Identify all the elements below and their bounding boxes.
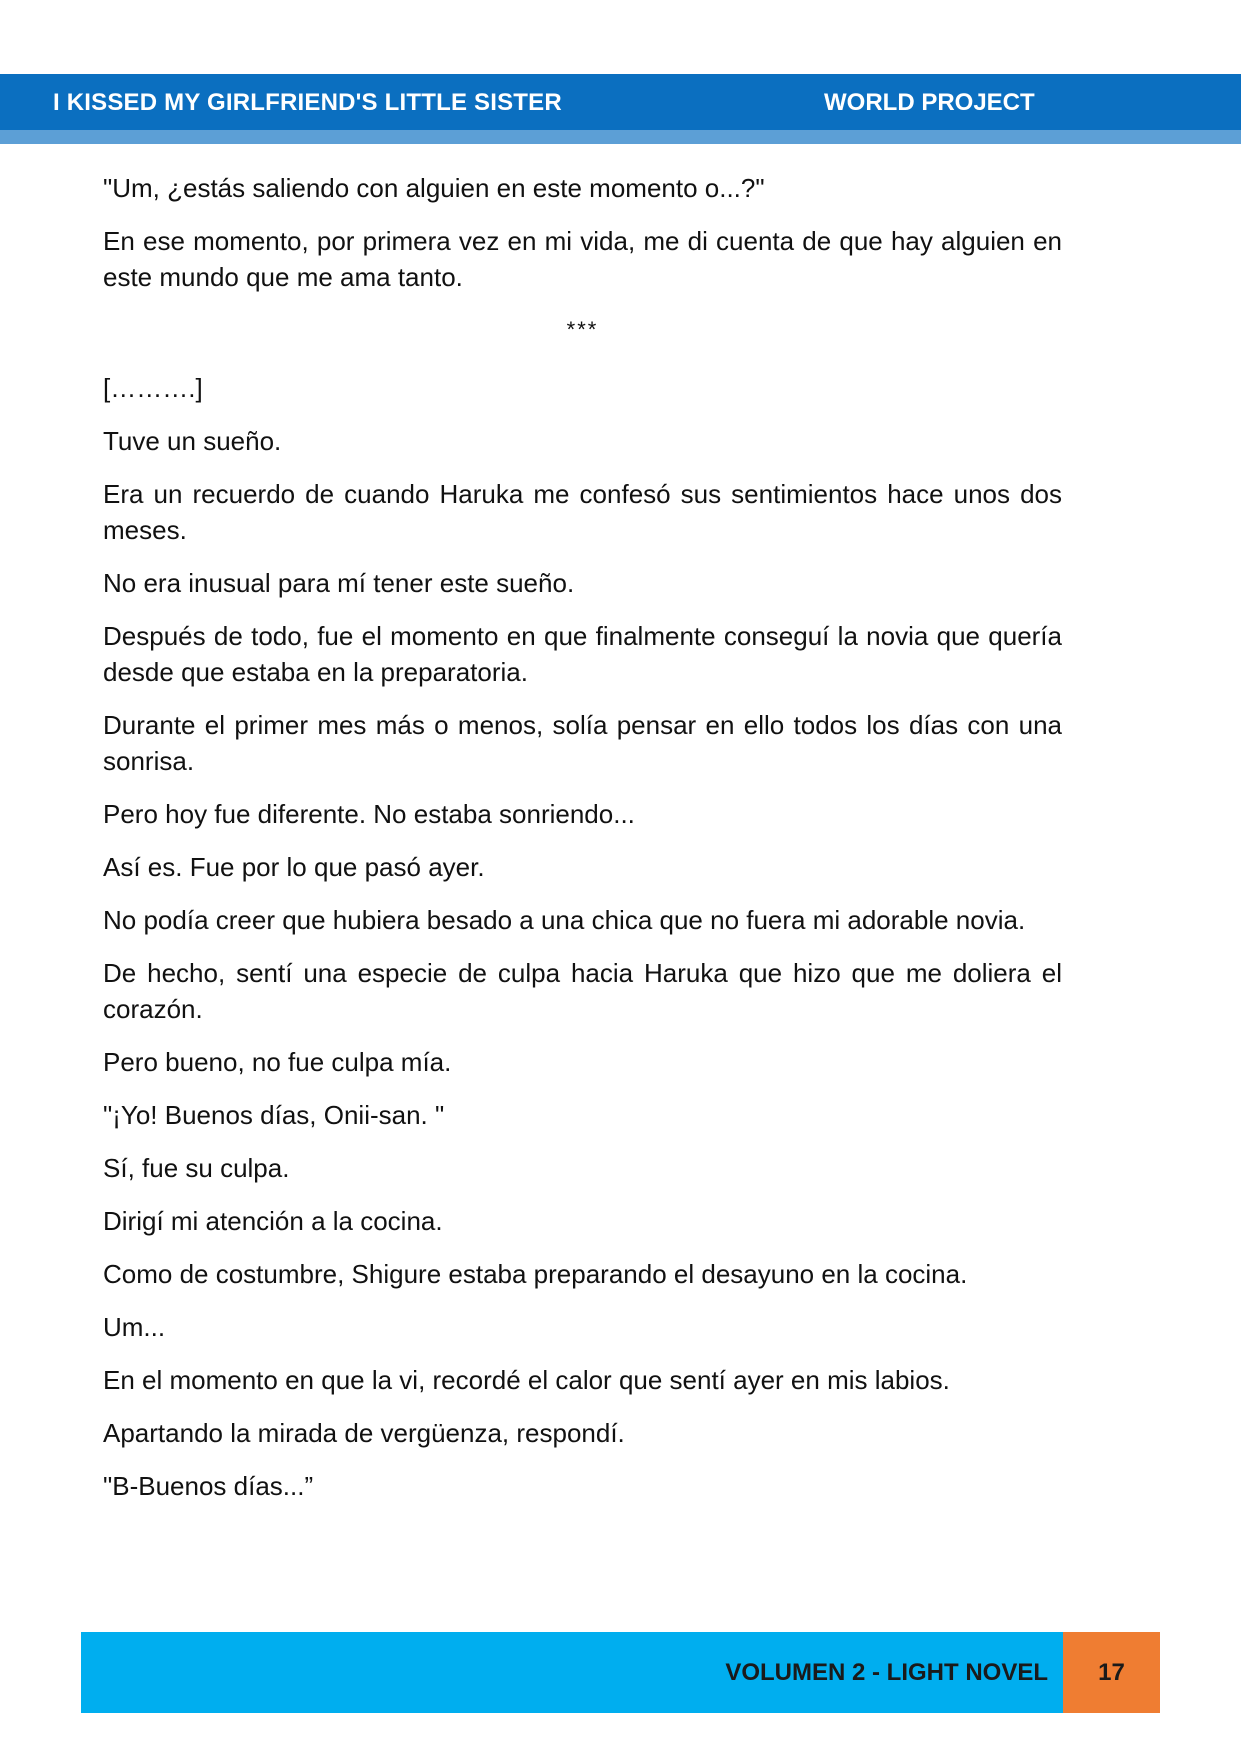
paragraph: Tuve un sueño. xyxy=(103,426,282,456)
page-body xyxy=(103,170,1062,1521)
paragraph: No podía creer que hubiera besado a una chica que no fuera mi adorable novia. xyxy=(103,905,1026,935)
paragraph: En ese momento, por primera vez en mi vida, me di cuenta de que hay alguien en este mundo que me ama tanto. xyxy=(103,226,1062,292)
paragraph: Dirigí mi atención a la cocina. xyxy=(103,1206,443,1236)
header-accent-strip xyxy=(0,130,1241,144)
paragraph: [……….] xyxy=(103,373,203,403)
paragraph: No era inusual para mí tener este sueño. xyxy=(103,568,575,598)
paragraph: Durante el primer mes más o menos, solía pensar en ello todos los días con una sonrisa. xyxy=(103,710,1062,776)
paragraph: Como de costumbre, Shigure estaba preparando el desayuno en la cocina. xyxy=(103,1259,968,1289)
paragraph: Así es. Fue por lo que pasó ayer. xyxy=(103,852,485,882)
paragraph: Um... xyxy=(103,1312,166,1342)
page-number: 17 xyxy=(1063,1632,1160,1713)
scene-separator: *** xyxy=(566,317,599,342)
paragraph: Pero hoy fue diferente. No estaba sonriendo... xyxy=(103,799,635,829)
paragraph: Pero bueno, no fue culpa mía. xyxy=(103,1047,452,1077)
book-title: I KISSED MY GIRLFRIEND'S LITTLE SISTER xyxy=(53,89,562,116)
paragraph: Sí, fue su culpa. xyxy=(103,1153,290,1183)
paragraph: Después de todo, fue el momento en que finalmente conseguí la novia que quería desde que estaba en la preparatoria. xyxy=(103,621,1062,687)
paragraph: En el momento en que la vi, recordé el calor que sentí ayer en mis labios. xyxy=(103,1365,950,1395)
paragraph: "¡Yo! Buenos días, Onii-san. " xyxy=(103,1100,445,1130)
paragraph: "B-Buenos días...” xyxy=(103,1471,314,1501)
paragraph: "Um, ¿estás saliendo con alguien en este momento o...?" xyxy=(103,173,765,203)
project-name: WORLD PROJECT xyxy=(824,89,1035,116)
paragraph: De hecho, sentí una especie de culpa hacia Haruka que hizo que me doliera el corazón. xyxy=(103,958,1062,1024)
volume-label: VOLUMEN 2 - LIGHT NOVEL xyxy=(725,1659,1048,1686)
paragraph: Apartando la mirada de vergüenza, respondí. xyxy=(103,1418,625,1448)
paragraph: Era un recuerdo de cuando Haruka me confesó sus sentimientos hace unos dos meses. xyxy=(103,479,1062,545)
